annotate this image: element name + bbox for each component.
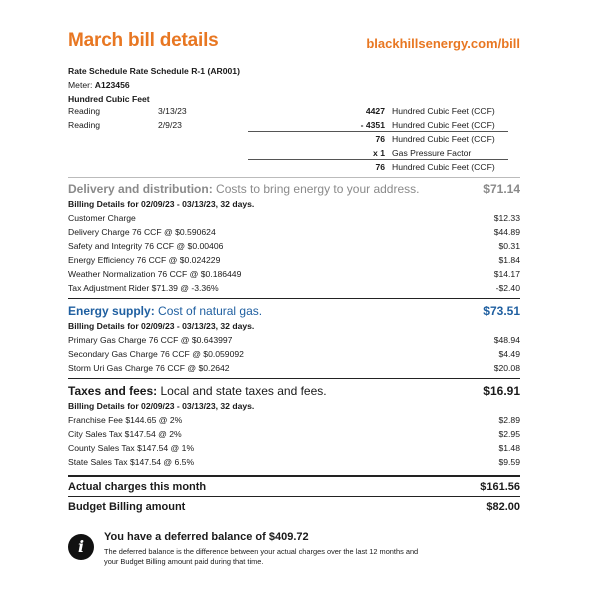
rate-schedule: Rate Schedule Rate Schedule R-1 (AR001) (68, 66, 240, 76)
info-icon: i (68, 534, 94, 560)
reading-value: 4427 (365, 106, 385, 116)
section-divider (68, 378, 520, 379)
billing-period: Billing Details for 02/09/23 - 03/13/23, 32 days. (68, 321, 255, 331)
line-item-label: Primary Gas Charge 76 CCF @ $0.643997 (68, 335, 233, 345)
taxes-description: Local and state taxes and fees. (160, 384, 327, 398)
budget-billing-row (68, 498, 520, 516)
line-item-amount: $14.17 (493, 269, 520, 279)
reading-row (68, 104, 520, 118)
supply-title: Energy supply: (68, 304, 155, 318)
line-item-label: Weather Normalization 76 CCF @ $0.186449 (68, 269, 242, 279)
deferred-balance-notice (68, 531, 520, 575)
taxes-heading (68, 382, 520, 400)
line-item-amount: $0.31 (498, 241, 520, 251)
line-item-amount: $1.48 (498, 443, 520, 453)
line-item-amount: $1.84 (498, 255, 520, 265)
line-item-amount: $48.94 (493, 335, 520, 345)
budget-billing-amount: $82.00 (486, 501, 520, 513)
reading-unit: Hundred Cubic Feet (CCF) (392, 120, 495, 130)
unit-heading: Hundred Cubic Feet (68, 94, 150, 104)
billed-usage-value: 76 (375, 162, 385, 172)
usage-row (68, 132, 520, 146)
meter-info (68, 64, 520, 106)
reading-unit: Hundred Cubic Feet (CCF) (392, 106, 495, 116)
deferred-balance-text: The deferred balance is the difference between your actual charges over the last 12 months and your Budget Billing amount paid during that time. (104, 547, 419, 566)
line-item-label: Customer Charge (68, 213, 136, 223)
billed-usage-row (68, 160, 520, 174)
supply-section (68, 302, 520, 375)
delivery-description: Costs to bring energy to your address. (216, 182, 420, 196)
line-item (68, 267, 520, 281)
line-item-label: Energy Efficiency 76 CCF @ $0.024229 (68, 255, 221, 265)
line-item (68, 347, 520, 361)
taxes-title: Taxes and fees: (68, 384, 158, 398)
taxes-section (68, 382, 520, 469)
supply-total: $73.51 (483, 304, 520, 318)
actual-charges-label: Actual charges this month (68, 481, 207, 493)
actual-charges-row (68, 478, 520, 496)
totals-divider (68, 496, 520, 497)
line-item (68, 361, 520, 375)
meter-number: A123456 (94, 80, 130, 90)
bill-url-link[interactable]: blackhillsenergy.com/bill (366, 36, 520, 51)
billed-usage-unit: Hundred Cubic Feet (CCF) (392, 162, 495, 172)
line-item (68, 427, 520, 441)
section-divider (68, 298, 520, 299)
pressure-factor-unit: Gas Pressure Factor (392, 148, 472, 158)
meter-line (68, 78, 520, 92)
line-item-amount: $12.33 (493, 213, 520, 223)
budget-billing-label: Budget Billing amount (68, 501, 186, 513)
reading-value: - 4351 (360, 120, 385, 130)
line-item-label: Tax Adjustment Rider $71.39 @ -3.36% (68, 283, 219, 293)
reading-label: Reading (68, 120, 101, 130)
line-item-label: County Sales Tax $147.54 @ 1% (68, 443, 195, 453)
readings-table (68, 104, 520, 174)
line-item-label: Storm Uri Gas Charge 76 CCF @ $0.2642 (68, 363, 230, 373)
actual-charges-amount: $161.56 (480, 481, 520, 493)
line-item-label: Delivery Charge 76 CCF @ $0.590624 (68, 227, 216, 237)
billing-period: Billing Details for 02/09/23 - 03/13/23, 32 days. (68, 401, 255, 411)
line-item (68, 441, 520, 455)
line-item (68, 253, 520, 267)
delivery-title: Delivery and distribution: (68, 182, 213, 196)
line-item-label: State Sales Tax $147.54 @ 6.5% (68, 457, 195, 467)
section-divider (68, 177, 520, 178)
reading-label: Reading (68, 106, 101, 116)
pressure-factor-row (68, 146, 520, 160)
line-item (68, 239, 520, 253)
line-item-amount: $44.89 (493, 227, 520, 237)
line-item-label: Safety and Integrity 76 CCF @ $0.00406 (68, 241, 224, 251)
reading-date: 3/13/23 (158, 106, 187, 116)
supply-heading (68, 302, 520, 320)
usage-value: 76 (375, 134, 385, 144)
line-item-amount: $2.95 (498, 429, 520, 439)
line-item-amount: $20.08 (493, 363, 520, 373)
pressure-factor-value: x 1 (373, 148, 385, 158)
line-item (68, 225, 520, 239)
reading-date: 2/9/23 (158, 120, 182, 130)
reading-row (68, 118, 520, 132)
billing-period: Billing Details for 02/09/23 - 03/13/23, 32 days. (68, 199, 255, 209)
line-item-amount: $2.89 (498, 415, 520, 425)
line-item (68, 211, 520, 225)
supply-description: Cost of natural gas. (158, 304, 263, 318)
line-item-label: Secondary Gas Charge 76 CCF @ $0.059092 (68, 349, 244, 359)
page-title: March bill details (68, 30, 219, 51)
line-item (68, 333, 520, 347)
delivery-section (68, 180, 520, 295)
delivery-total: $71.14 (483, 182, 520, 196)
totals-divider (68, 475, 520, 477)
line-item-amount: $9.59 (498, 457, 520, 467)
line-item-label: City Sales Tax $147.54 @ 2% (68, 429, 182, 439)
line-item (68, 455, 520, 469)
line-item-amount: -$2.40 (495, 283, 520, 293)
deferred-balance-title: You have a deferred balance of $409.72 (104, 531, 309, 543)
line-item-label: Franchise Fee $144.65 @ 2% (68, 415, 183, 425)
usage-unit: Hundred Cubic Feet (CCF) (392, 134, 495, 144)
taxes-total: $16.91 (483, 384, 520, 398)
line-item-amount: $4.49 (498, 349, 520, 359)
delivery-heading (68, 180, 520, 198)
meter-label: Meter: (68, 80, 93, 90)
line-item (68, 281, 520, 295)
line-item (68, 413, 520, 427)
